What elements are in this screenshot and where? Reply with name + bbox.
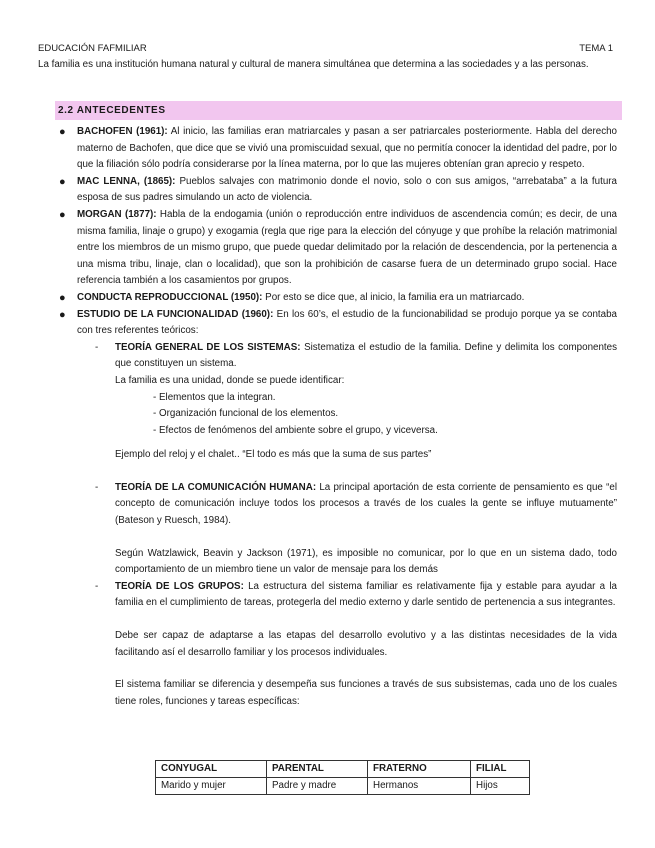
section-heading: 2.2 ANTECEDENTES (55, 101, 622, 120)
theory-systems (57, 340, 617, 373)
table-header-row (156, 761, 530, 778)
groups-paragraph: El sistema familiar se diferencia y desempeña sus funciones a través de sus subsistemas, cada uno de los cuales tiene roles, funciones y tareas específicas: (115, 679, 617, 707)
header-subject: EDUCACIÓN FAFMILIAR (38, 43, 147, 54)
groups-paragraph: Debe ser capaz de adaptarse a las etapas del desarrollo evolutivo y a las distintas necesidades de la vida facilitando así el desarrollo familiar y los procesos individuales. (115, 630, 617, 658)
table-header-cell: CONYUGAL (156, 761, 267, 778)
table-header-cell: PARENTAL (267, 761, 368, 778)
bullet-label: CONDUCTA REPRODUCCIONAL (1950): (77, 291, 263, 303)
bullet-text: Por esto se dice que, al inicio, la familia era un matriarcado. (262, 291, 525, 303)
list-item (57, 290, 617, 307)
theory-label: TEORÍA GENERAL DE LOS SISTEMAS: (115, 341, 301, 353)
systems-element-item: - Organización funcional de los elementos. (153, 408, 339, 420)
communication-paragraph: Según Watzlawick, Beavin y Jackson (1971), es imposible no comunicar, por lo que en un sistema dado, todo comportamiento de un miembro tiene un valor de mensaje para los demás (115, 547, 617, 576)
bullet-label: ESTUDIO DE LA FUNCIONALIDAD (1960): (77, 308, 274, 320)
table-header-cell: FRATERNO (368, 761, 471, 778)
dash-marker: - (95, 580, 99, 592)
theory-text: Sistematiza el estudio de la familia. Define y delimita los componentes que constituyen un sistema. (115, 341, 617, 370)
bullet-label: BACHOFEN (1961): (77, 126, 168, 137)
theory-communication (57, 480, 617, 530)
theory-text: La estructura del sistema familiar es relativamente fija y estable para ayudar a la familia en el cumplimiento de tareas, protegerla del medio externo y darle sentido de pertenencia a sus integrantes. (115, 580, 617, 609)
bullet-icon: ● (59, 291, 66, 304)
dash-marker: - (95, 481, 99, 493)
bullet-icon: ● (59, 208, 66, 221)
table-cell: Marido y mujer (156, 778, 267, 795)
list-item (57, 124, 617, 174)
subsystems-table (155, 760, 530, 795)
systems-element-item: - Efectos de fenómenos del ambiente sobre el grupo, y viceversa. (153, 424, 438, 436)
bullet-icon: ● (59, 308, 66, 321)
theory-label: TEORÍA DE LOS GRUPOS: (115, 580, 244, 592)
bullet-icon: ● (59, 126, 66, 138)
systems-example: Ejemplo del reloj y el chalet.. “El todo es más que la suma de sus partes” (115, 449, 432, 461)
table-cell: Padre y madre (267, 778, 368, 795)
bullet-text: Pueblos salvajes con matrimonio donde el novio, solo o con sus amigos, “arrebataba” a la futura esposa de sus padres simulando un acto de violencia. (77, 175, 617, 204)
section-content (57, 124, 617, 710)
list-item (57, 307, 617, 340)
list-item (57, 174, 617, 207)
theory-text: La principal aportación de esta corriente de pensamiento es que “el concepto de comunicación incluye todos los procesos a través de los cuales la gente se influye mutuamente” (Bateson y Ruesch, 1984). (115, 481, 617, 527)
bullet-text: Habla de la endogamia (unión o reproducción entre individuos de ascendencia común; es decir, de una misma familia, linaje o grupo) y exogamia (regla que rige para la elección del cónyuge y que prohíbe la relación matrimonial entre los miembros de un mismo grupo, que puede quedar delimitado por la relación de descendencia, por la pertenencia a una misma tribu, linaje, clan o localidad), que son la prohibición de casarse fuera de un determinado grupo social. Hace referencia también a los casamientos por grupos. (77, 208, 617, 287)
bullet-text: Al inicio, las familias eran matriarcales y pasan a ser patriarcales posteriormente. Habla del derecho materno de Bachofen, que dice que se vivió una promiscuidad sexual, que no permitía conocer la identidad del padre, por lo que la filiación sólo podría considerarse por la línea materna, por lo que las mujeres obtenían gran aprecio y respeto. (77, 126, 617, 171)
bullet-icon: ● (59, 175, 66, 188)
theory-label: TEORÍA DE LA COMUNICACIÓN HUMANA: (115, 481, 317, 493)
table-cell: Hijos (471, 778, 530, 795)
table-header-cell: FILIAL (471, 761, 530, 778)
bullet-label: MORGAN (1877): (77, 208, 157, 220)
systems-element-item: - Elementos que la integran. (153, 391, 276, 403)
bullet-label: MAC LENNA, (1865): (77, 175, 176, 187)
intro-paragraph: La familia es una institución humana natural y cultural de manera simultánea que determina a las sociedades y a las personas. (38, 59, 589, 70)
systems-line: La familia es una unidad, donde se puede identificar: (115, 374, 345, 386)
table-cell: Hermanos (368, 778, 471, 795)
dash-marker: - (95, 341, 99, 353)
list-item (57, 207, 617, 290)
theory-groups (57, 579, 617, 612)
header-topic: TEMA 1 (579, 43, 613, 54)
bullet-text: En los 60’s, el estudio de la funcionabilidad se produjo porque ya se contaba con tres referentes teóricos: (77, 308, 618, 337)
table-row (156, 778, 530, 795)
